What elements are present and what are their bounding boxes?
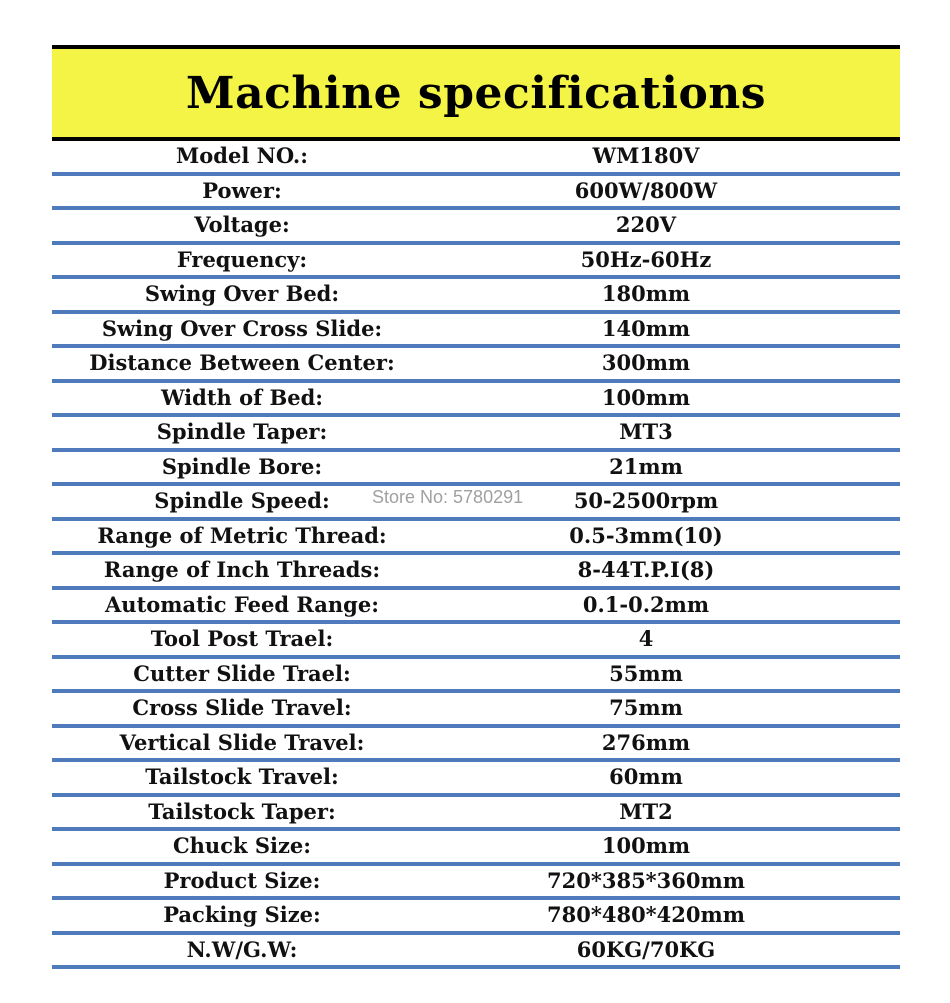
spec-row	[52, 452, 900, 487]
spec-value-cell	[432, 590, 900, 620]
spec-row	[52, 383, 900, 418]
spec-value-cell	[432, 521, 900, 551]
spec-label: Spindle Taper:	[156, 419, 328, 445]
spec-row	[52, 348, 900, 383]
spec-row	[52, 659, 900, 694]
spec-label: Packing Size:	[163, 902, 321, 928]
spec-value-cell	[432, 210, 900, 240]
spec-label: Product Size:	[163, 867, 321, 893]
spec-value-cell	[432, 624, 900, 654]
spec-value-cell	[432, 486, 900, 516]
spec-value-cell	[432, 900, 900, 930]
spec-label: Swing Over Bed:	[144, 281, 340, 307]
spec-label: Width of Bed:	[160, 384, 324, 410]
spec-row	[52, 279, 900, 314]
spec-row	[52, 521, 900, 556]
spec-label: Chuck Size:	[172, 833, 312, 859]
page-title: Machine specifications	[185, 67, 767, 119]
spec-row	[52, 141, 900, 176]
spec-row	[52, 831, 900, 866]
spec-value-cell	[432, 141, 900, 171]
spec-row	[52, 555, 900, 590]
spec-row	[52, 210, 900, 245]
spec-value: 140mm	[601, 315, 691, 341]
spec-value: 0.1-0.2mm	[582, 591, 710, 617]
spec-value-cell	[432, 693, 900, 723]
spec-row	[52, 797, 900, 832]
spec-label: Cross Slide Travel:	[132, 695, 352, 721]
spec-label: Swing Over Cross Slide:	[101, 315, 383, 341]
spec-row	[52, 176, 900, 211]
spec-label: Tailstock Taper:	[148, 798, 336, 824]
spec-value: MT3	[619, 419, 673, 445]
spec-label: Tool Post Trael:	[150, 626, 334, 652]
spec-row	[52, 486, 900, 521]
spec-label: N.W/G.W:	[186, 936, 298, 962]
spec-value: 100mm	[601, 833, 691, 859]
spec-value: 75mm	[609, 695, 683, 721]
spec-value-cell	[432, 279, 900, 309]
spec-label: Tailstock Travel:	[145, 764, 339, 790]
spec-label: Power:	[202, 177, 282, 203]
spec-value: 0.5-3mm(10)	[569, 522, 723, 548]
spec-label: Voltage:	[194, 212, 290, 238]
title-band	[52, 49, 900, 137]
spec-label: Spindle Bore:	[161, 453, 323, 479]
spec-sheet	[52, 45, 900, 969]
spec-value-cell	[432, 383, 900, 413]
spec-label: Vertical Slide Travel:	[119, 729, 365, 755]
spec-value: 180mm	[601, 281, 691, 307]
spec-value: 21mm	[609, 453, 683, 479]
spec-value-cell	[432, 452, 900, 482]
spec-label: Range of Metric Thread:	[97, 522, 387, 548]
spec-value-cell	[432, 245, 900, 275]
spec-value-cell	[432, 555, 900, 585]
spec-label: Automatic Feed Range:	[105, 591, 379, 617]
spec-row	[52, 417, 900, 452]
spec-value: 50-2500rpm	[573, 488, 719, 514]
spec-value: 276mm	[601, 729, 691, 755]
spec-label: Spindle Speed:	[154, 488, 330, 514]
spec-row	[52, 624, 900, 659]
spec-value: 720*385*360mm	[547, 867, 745, 893]
spec-row	[52, 693, 900, 728]
spec-value-cell	[432, 314, 900, 344]
spec-value: 100mm	[601, 384, 691, 410]
spec-value: MT2	[619, 798, 673, 824]
spec-value: 600W/800W	[574, 177, 718, 203]
spec-value-cell	[432, 348, 900, 378]
spec-value: 60KG/70KG	[576, 936, 716, 962]
spec-row	[52, 762, 900, 797]
spec-value-cell	[432, 176, 900, 206]
spec-value-cell	[432, 762, 900, 792]
spec-row	[52, 866, 900, 901]
spec-label: Frequency:	[176, 246, 308, 272]
spec-value-cell	[432, 728, 900, 758]
spec-value: 60mm	[609, 764, 683, 790]
spec-value-cell	[432, 831, 900, 861]
spec-row	[52, 245, 900, 280]
spec-table	[52, 141, 900, 969]
spec-row	[52, 314, 900, 349]
spec-label: Distance Between Center:	[89, 350, 395, 376]
spec-value: 780*480*420mm	[547, 902, 745, 928]
spec-row	[52, 590, 900, 625]
spec-value-cell	[432, 935, 900, 965]
spec-value: 8-44T.P.I(8)	[577, 557, 715, 583]
spec-value-cell	[432, 417, 900, 447]
spec-label: Model NO.:	[176, 143, 308, 169]
spec-value-cell	[432, 866, 900, 896]
spec-value: 50Hz-60Hz	[580, 246, 712, 272]
spec-row	[52, 935, 900, 970]
spec-value: 55mm	[609, 660, 683, 686]
spec-value-cell	[432, 659, 900, 689]
spec-value: 220V	[615, 212, 677, 238]
spec-row	[52, 900, 900, 935]
spec-value: 4	[638, 626, 654, 652]
spec-value-cell	[432, 797, 900, 827]
store-watermark: Store No: 5780291	[372, 487, 524, 507]
spec-label: Cutter Slide Trael:	[133, 660, 351, 686]
spec-value: 300mm	[601, 350, 691, 376]
spec-label: Range of Inch Threads:	[103, 557, 381, 583]
spec-value: WM180V	[592, 143, 700, 169]
spec-row	[52, 728, 900, 763]
